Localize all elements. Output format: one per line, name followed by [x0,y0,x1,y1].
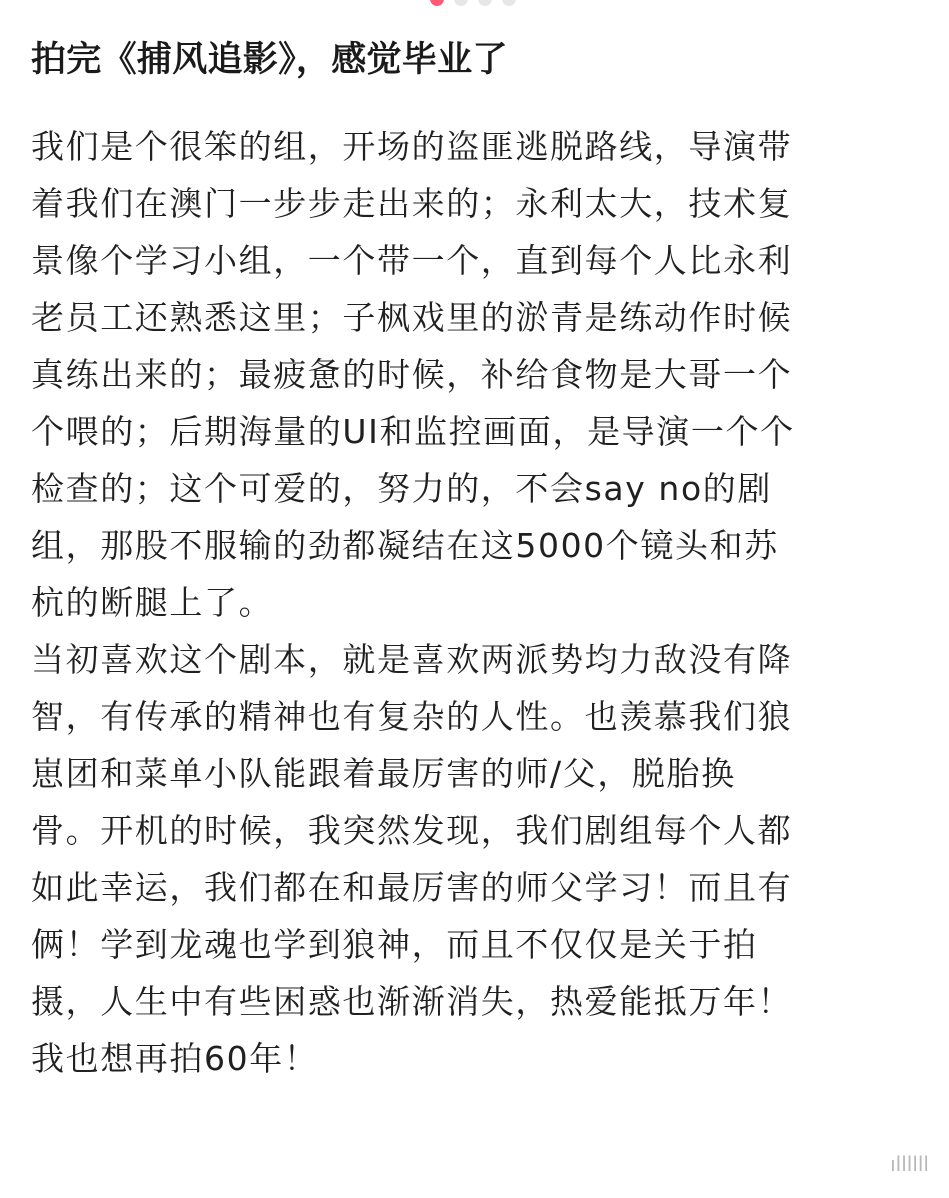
paragraph-1-line: 着我们在澳门一步步走出来的；永利太大，技术复 [31,184,793,223]
paragraph-1-line: 检查的；这个可爱的，努力的，不会say no的剧 [31,469,772,508]
carousel-indicator [430,0,516,6]
paragraph-1 [31,118,921,631]
watermark: ıllllll [890,1152,929,1176]
paragraph-1-line: 杭的断腿上了。 [31,583,274,622]
carousel-dot [478,0,492,6]
carousel-dot [502,0,516,6]
paragraph-2-line: 摄，人生中有些困惑也渐渐消失，热爱能抵万年！ [31,982,793,1021]
paragraph-1-line: 个喂的；后期海量的UI和监控画面，是导演一个个 [31,412,795,451]
paragraph-1-line: 我们是个很笨的组，开场的盗匪逃脱路线，导演带 [31,127,793,166]
paragraph-1-line: 组，那股不服输的劲都凝结在这5000个镜头和苏 [31,526,779,565]
paragraph-1-line: 景像个学习小组，一个带一个，直到每个人比永利 [31,241,793,280]
carousel-dot [454,0,468,6]
paragraph-1-line: 老员工还熟悉这里；子枫戏里的淤青是练动作时候 [31,298,793,337]
paragraph-2-line: 俩！学到龙魂也学到狼神，而且不仅仅是关于拍 [31,925,758,964]
paragraph-2-line: 当初喜欢这个剧本，就是喜欢两派势均力敌没有降 [31,640,793,679]
paragraph-2-line: 崽团和菜单小队能跟着最厉害的师/父，脱胎换 [31,754,736,793]
carousel-dot-active [430,0,444,6]
post-content [31,34,921,1087]
post-title: 拍完《捕风追影》，感觉毕业了 [31,40,508,80]
paragraph-2-line: 如此幸运，我们都在和最厉害的师父学习！而且有 [31,868,793,907]
paragraph-2-line: 我也想再拍60年！ [31,1039,319,1078]
paragraph-1-line: 真练出来的；最疲惫的时候，补给食物是大哥一个 [31,355,793,394]
post-body [31,118,921,1087]
paragraph-2 [31,631,921,1087]
paragraph-2-line: 智，有传承的精神也有复杂的人性。也羡慕我们狼 [31,697,793,736]
paragraph-2-line: 骨。开机的时候，我突然发现，我们剧组每个人都 [31,811,793,850]
